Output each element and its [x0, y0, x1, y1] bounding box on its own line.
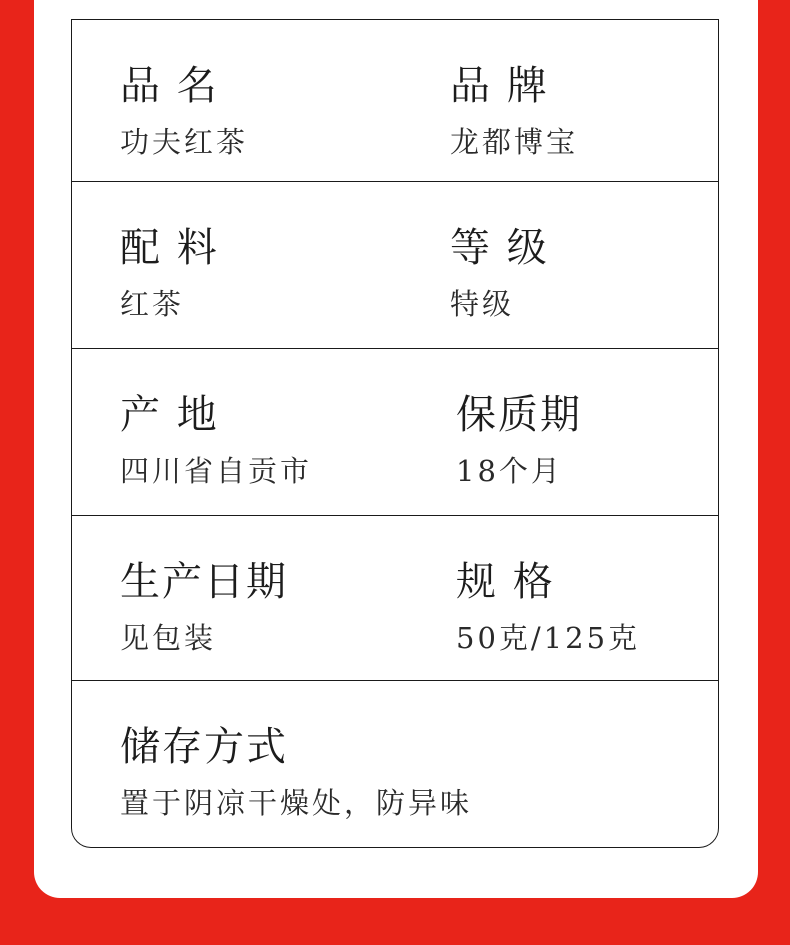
info-row-origin-shelf-life: [72, 349, 718, 516]
info-row-ingredients-grade: [72, 182, 718, 349]
info-row-storage: [72, 681, 718, 847]
spec-label: 规 格: [456, 559, 555, 605]
product-info-table: [71, 19, 719, 848]
info-row-name-brand: [72, 20, 718, 182]
brand-value: 龙都博宝: [450, 125, 579, 159]
storage-label: 储存方式: [120, 724, 288, 770]
ingredients-value: 红茶: [120, 287, 185, 321]
shelf-life-label: 保质期: [456, 392, 582, 438]
shelf-life-value: 18个月: [456, 454, 563, 488]
origin-value: 四川省自贡市: [120, 454, 313, 488]
grade-label: 等 级: [450, 225, 549, 271]
production-date-label: 生产日期: [120, 559, 288, 605]
info-row-date-spec: [72, 516, 718, 681]
grade-value: 特级: [450, 287, 515, 321]
ingredients-label: 配 料: [120, 225, 219, 271]
origin-label: 产 地: [120, 392, 219, 438]
storage-value: 置于阴凉干燥处，防异味: [120, 786, 473, 820]
brand-label: 品 牌: [450, 63, 549, 109]
spec-value: 50克/125克: [456, 621, 641, 655]
production-date-value: 见包装: [120, 621, 217, 655]
name-label: 品 名: [120, 63, 219, 109]
name-value: 功夫红茶: [120, 125, 249, 159]
